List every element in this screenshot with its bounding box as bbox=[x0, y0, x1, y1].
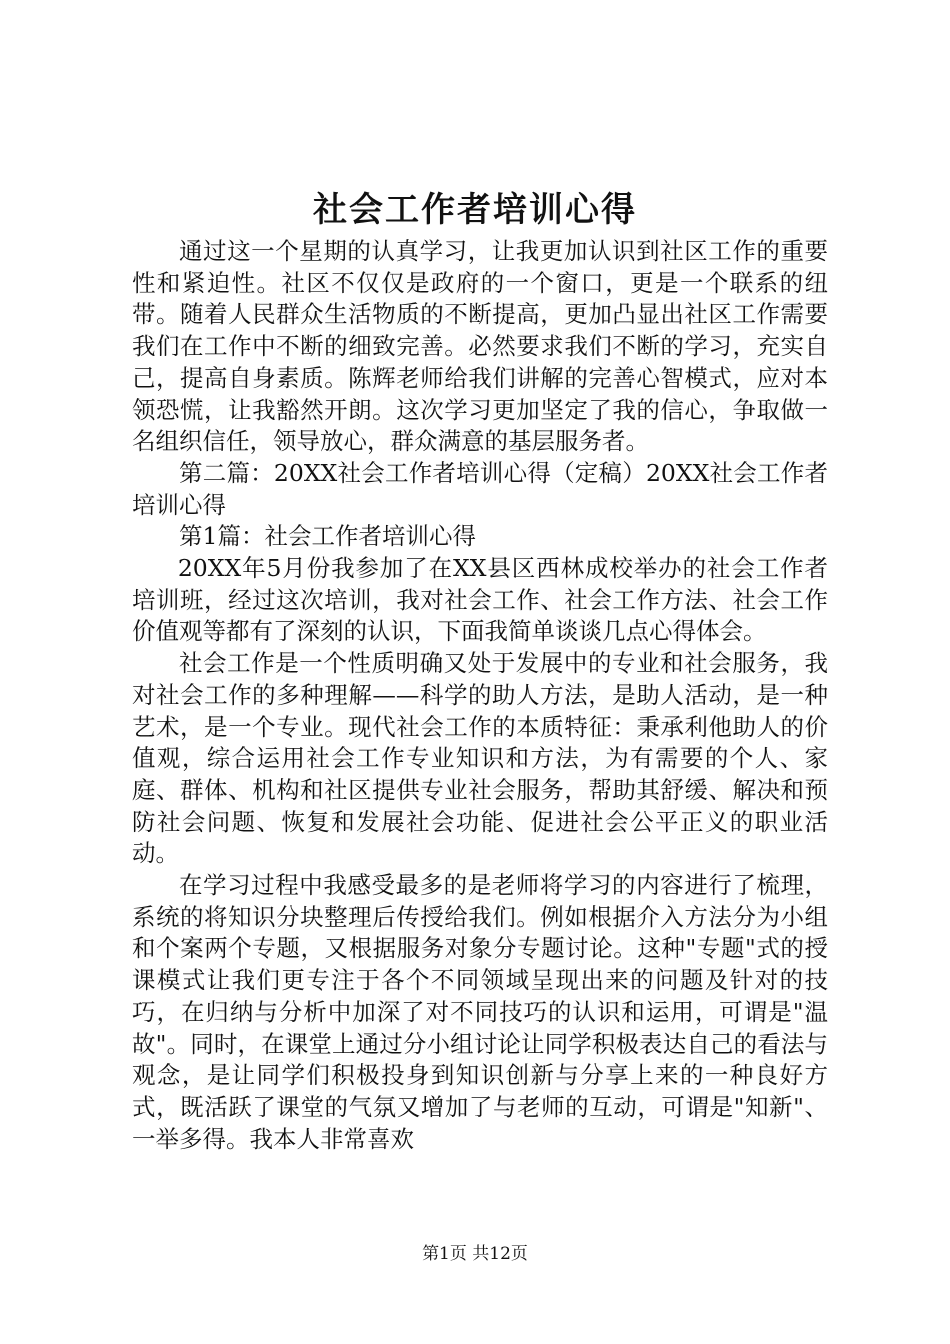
paragraph-section-heading-2: 第二篇：20XX社会工作者培训心得（定稿）20XX社会工作者培训心得 bbox=[132, 458, 828, 519]
document-body bbox=[132, 236, 828, 1155]
paragraph-social-work-definition: 社会工作是一个性质明确又处于发展中的专业和社会服务，我对社会工作的多种理解——科学的助人方法，是助人活动，是一种艺术，是一个专业。现代社会工作的本质特征：秉承利他助人的价值观，综合运用社会工作专业知识和方法，为有需要的个人、家庭、群体、机构和社区提供专业社会服务，帮助其舒缓、解决和预防社会问题、恢复和发展社会功能、促进社会公平正义的职业活动。 bbox=[132, 649, 828, 868]
paragraph-learning-experience: 在学习过程中我感受最多的是老师将学习的内容进行了梳理，系统的将知识分块整理后传授给我们。例如根据介入方法分为小组和个案两个专题，又根据服务对象分专题讨论。这种"专题"式的授课模式让我们更专注于各个不同领域呈现出来的问题及针对的技巧，在归纳与分析中加深了对不同技巧的认识和运用，可谓是"温故"。同时，在课堂上通过分小组讨论让同学积极表达自己的看法与观念，是让同学们积极投身到知识创新与分享上来的一种良好方式，既活跃了课堂的气氛又增加了与老师的互动，可谓是"知新"、一举多得。我本人非常喜欢 bbox=[132, 871, 828, 1153]
document-title: 社会工作者培训心得 bbox=[313, 190, 637, 230]
page-footer: 第1页 共12页 bbox=[422, 1244, 528, 1264]
paragraph-training-overview: 20XX年5月份我参加了在XX县区西林成校举办的社会工作者培训班，经过这次培训，我对社会工作、社会工作方法、社会工作价值观等都有了深刻的认识，下面我简单谈谈几点心得体会。 bbox=[132, 554, 828, 646]
paragraph-intro: 通过这一个星期的认真学习，让我更加认识到社区工作的重要性和紧迫性。社区不仅仅是政府的一个窗口，更是一个联系的纽带。随着人民群众生活物质的不断提高，更加凸显出社区工作需要我们在工作中不断的细致完善。必然要求我们不断的学习，充实自己，提高自身素质。陈辉老师给我们讲解的完善心智模式，应对本领恐慌，让我豁然开朗。这次学习更加坚定了我的信心，争取做一名组织信任，领导放心，群众满意的基层服务者。 bbox=[132, 237, 828, 456]
paragraph-section-heading-1: 第1篇：社会工作者培训心得 bbox=[179, 522, 476, 551]
